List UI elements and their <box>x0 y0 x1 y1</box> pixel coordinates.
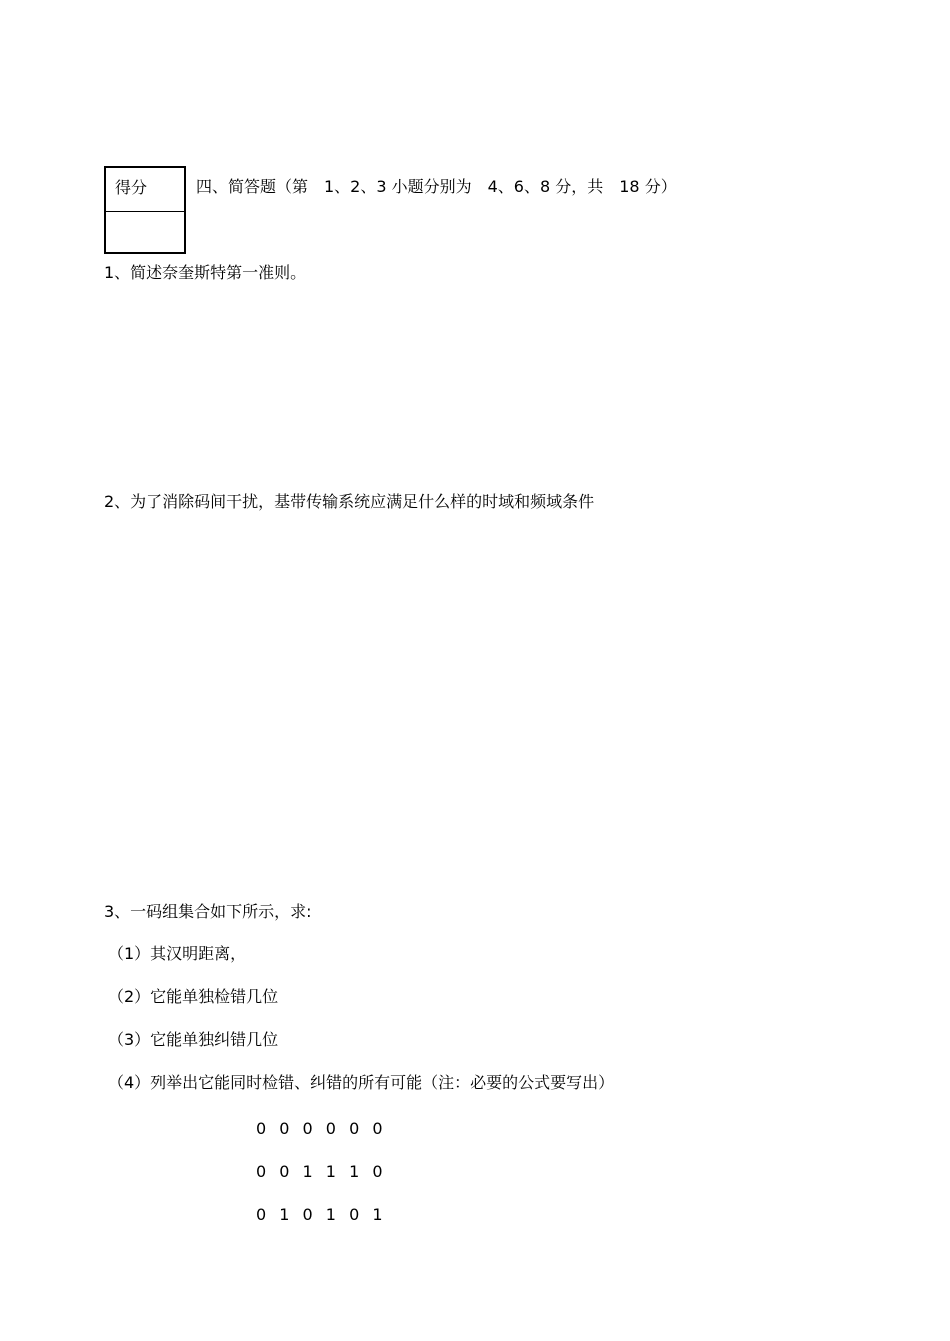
question-3-sub-1: （1）其汉明距离， <box>108 944 247 963</box>
score-label: 得分 <box>106 168 184 212</box>
question-3-stem: 3、一码组集合如下所示，求: <box>104 902 312 921</box>
score-box <box>104 166 186 254</box>
section-heading: 四、简答题（第 1、2、3 小题分别为 4、6、8 分，共 18 分） <box>196 177 677 196</box>
question-3-sub-3: （3）它能单独纠错几位 <box>108 1030 279 1049</box>
question-1: 1、简述奈奎斯特第一准则。 <box>104 263 307 282</box>
question-3-sub-2: （2）它能单独检错几位 <box>108 987 279 1006</box>
codeword-2: 0 0 1 1 1 0 <box>256 1162 387 1181</box>
codeword-3: 0 1 0 1 0 1 <box>256 1205 387 1224</box>
codeword-1: 0 0 0 0 0 0 <box>256 1119 387 1138</box>
score-value-field <box>106 212 184 254</box>
question-3-sub-4: （4）列举出它能同时检错、纠错的所有可能（注：必要的公式要写出） <box>108 1073 615 1092</box>
question-2: 2、为了消除码间干扰，基带传输系统应满足什么样的时域和频域条件 <box>104 492 595 511</box>
